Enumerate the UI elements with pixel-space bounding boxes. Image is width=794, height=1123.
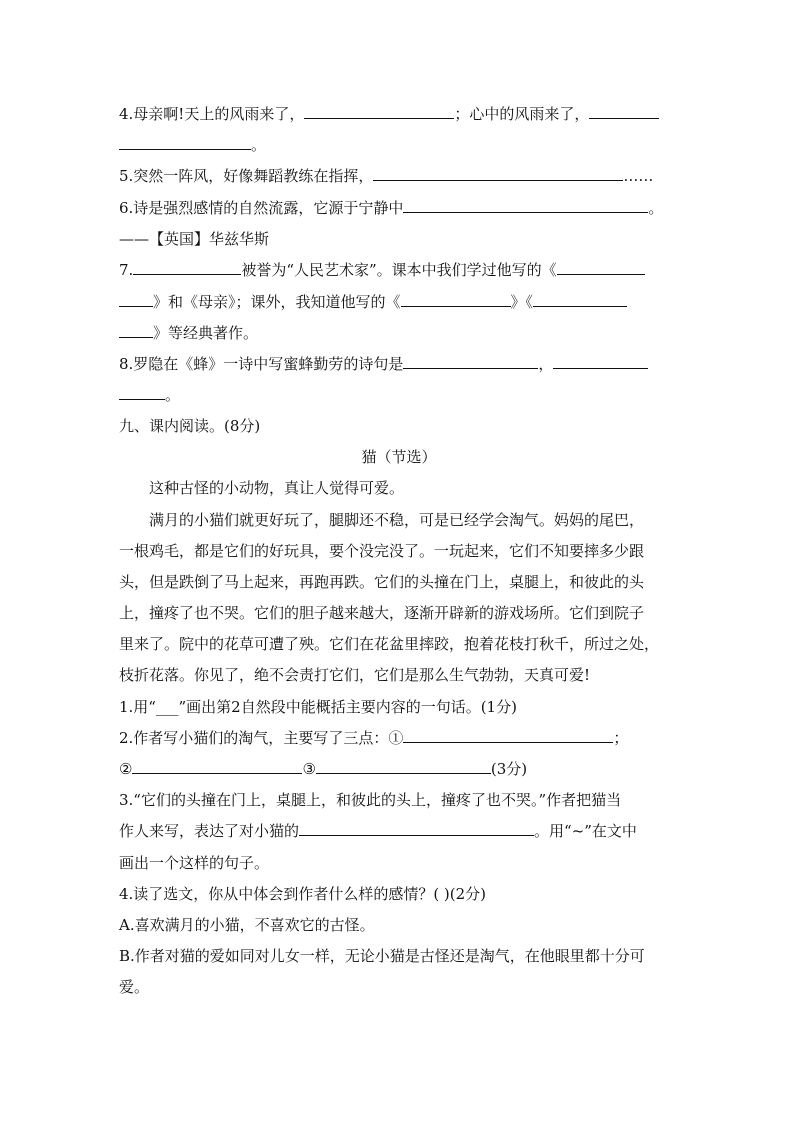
- question-text: ……: [623, 167, 654, 185]
- question-8-line-1: [119, 354, 679, 374]
- question-text: 》《: [510, 293, 534, 311]
- question-text: 8.罗隐在《蜂》一诗中写蜜蜂勤劳的诗句是: [119, 355, 404, 373]
- question-text: 。: [648, 199, 664, 217]
- section-9-title: 九、课内阅读。(8分): [119, 417, 261, 435]
- passage-paragraph-2-line: 一根鸡毛，都是它们的好玩具，要个没完没了。一玩起来，它们不知要摔多少跟: [119, 542, 645, 560]
- answer-blank[interactable]: [403, 198, 648, 213]
- question-4-line-2: [119, 135, 679, 155]
- answer-blank[interactable]: [119, 135, 251, 150]
- question-text: 2.作者写小猫们的淘气，主要写了三点：①: [119, 729, 404, 747]
- question-6: [119, 198, 679, 218]
- passage-paragraph-2-line: 里来了。院中的花草可遭了殃。它们在花盆里摔跤，抱着花枝打秋千，所过之处，: [119, 635, 660, 653]
- question-text: 6.诗是强烈感情的自然流露，它源于宁静中: [119, 199, 404, 217]
- question-text: 。: [251, 136, 267, 154]
- answer-blank[interactable]: [553, 354, 648, 369]
- quote-author: ——【英国】华兹华斯: [119, 230, 270, 248]
- question-text: 被誉为“人民艺术家”。课本中我们学过他写的《: [241, 261, 557, 279]
- question-text: ，: [538, 355, 554, 373]
- reading-question-1: 1.用“___”画出第2自然段中能概括主要内容的一句话。(1分): [119, 698, 517, 716]
- answer-blank[interactable]: [119, 385, 165, 400]
- question-7-line-1: [119, 260, 679, 280]
- answer-blank[interactable]: [373, 166, 623, 181]
- reading-question-3-line-2: [119, 821, 679, 841]
- passage-paragraph-2-line: 头，但是跌倒了马上起来，再跑再跌。它们的头撞在门上，桌腿上，和彼此的头: [119, 573, 645, 591]
- question-8-line-2: [119, 385, 679, 405]
- question-number: 7.: [119, 261, 134, 279]
- question-text: (3分): [490, 760, 528, 778]
- question-text: ②: [119, 760, 133, 778]
- answer-blank[interactable]: [403, 354, 538, 369]
- question-text: ；心中的风雨来了，: [454, 105, 590, 123]
- reading-question-3-line-1: 3.“它们的头撞在门上，桌腿上，和彼此的头上，撞疼了也不哭。”作者把猫当: [119, 791, 622, 809]
- question-text: 作人来写，表达了对小猫的: [119, 822, 300, 840]
- answer-blank[interactable]: [557, 260, 645, 275]
- question-4-line-1: [119, 104, 679, 124]
- question-7-line-3: [119, 323, 679, 343]
- reading-question-4: 4.读了选文，你从中体会到作者什么样的感情？( )(2分): [119, 885, 487, 903]
- reading-question-2-line-1: [119, 728, 679, 748]
- passage-paragraph-2-line: 上，撞疼了也不哭。它们的胆子越来越大，逐渐开辟新的游戏场所。它们到院子: [119, 604, 645, 622]
- question-text: 》和《母亲》；课外，我知道他写的《: [153, 293, 401, 311]
- answer-blank[interactable]: [299, 821, 534, 836]
- question-text: ③: [302, 760, 316, 778]
- answer-blank[interactable]: [316, 759, 491, 774]
- answer-blank[interactable]: [533, 292, 627, 307]
- option-b-line-1: B.作者对猫的爱如同对儿女一样，无论小猫是古怪还是淘气，在他眼里都十分可: [119, 947, 645, 965]
- passage-paragraph-2-line: 枝折花落。你见了，绝不会责打它们，它们是那么生气勃勃，天真可爱!: [119, 666, 591, 684]
- answer-blank[interactable]: [132, 759, 302, 774]
- question-text: 5.突然一阵风，好像舞蹈教练在指挥，: [119, 167, 374, 185]
- question-text: ；: [613, 729, 629, 747]
- answer-blank[interactable]: [119, 323, 153, 338]
- question-text: 。用“~”在文中: [534, 822, 637, 840]
- question-text: 》等经典著作。: [153, 324, 259, 342]
- passage-title: 猫（节选）: [361, 448, 437, 466]
- reading-question-2-line-2: [119, 759, 679, 779]
- question-text: 。: [165, 386, 181, 404]
- reading-question-3-line-3: 画出一个这样的句子。: [119, 854, 270, 872]
- answer-blank[interactable]: [403, 728, 613, 743]
- passage-paragraph-2-line: 满月的小猫们就更好玩了，腿脚还不稳，可是已经学会淘气。妈妈的尾巴，: [149, 511, 645, 529]
- answer-blank[interactable]: [401, 292, 511, 307]
- answer-blank[interactable]: [304, 104, 454, 119]
- question-7-line-2: [119, 292, 679, 312]
- question-5: [119, 166, 679, 186]
- option-a: A.喜欢满月的小猫，不喜欢它的古怪。: [119, 916, 375, 934]
- answer-blank[interactable]: [119, 292, 153, 307]
- passage-paragraph-1: 这种古怪的小动物，真让人觉得可爱。: [149, 479, 405, 497]
- question-text: 4.母亲啊!天上的风雨来了，: [119, 105, 305, 123]
- option-b-line-2: 爱。: [119, 978, 150, 996]
- answer-blank[interactable]: [133, 260, 241, 275]
- answer-blank[interactable]: [589, 104, 659, 119]
